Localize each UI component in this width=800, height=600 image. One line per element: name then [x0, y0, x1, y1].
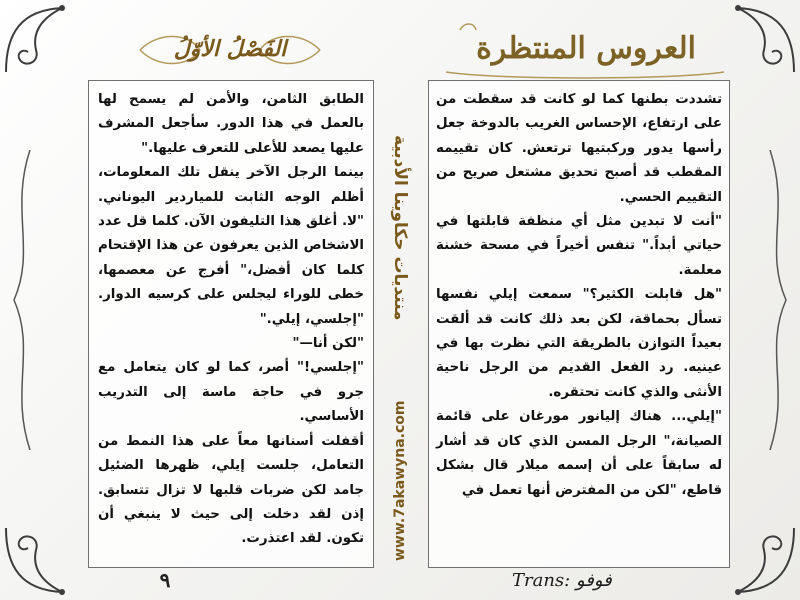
- left-side-flourish-icon: [0, 150, 40, 450]
- right-side-flourish-icon: [760, 150, 800, 450]
- corner-ornament-bottom-right-icon: [718, 518, 798, 598]
- chapter-title: الفَصْلُ الأوّلُ: [173, 36, 287, 62]
- forum-url[interactable]: www.7akawyna.com: [392, 400, 408, 562]
- translator-credit: Trans: فوفو: [512, 570, 612, 591]
- paragraph: أقفلت أسنانها معاً على هذا النمط من التعامل، جلست إيلي، ظهرها الضئيل جامد لكن ضربات قلبها لا تزال تتسابق. إذن لقد دخلت إلى حيث لا ينبغي أن تكون. لقد اعتذرت.: [98, 433, 364, 547]
- paragraph: "إجلسي!" أصر، كما لو كان يتعامل مع جرو في حاجة ماسة إلى التدريب الأساسي.: [98, 360, 364, 425]
- paragraph: "إيلي... هناك إليانور مورغان على قائمة الصيانة،" الرجل المسن الذي كان قد أشار له سابقاً على أن إسمه ميلار قال بشكل قاطع، "لكن من المفترض أنها تعمل في: [436, 409, 722, 498]
- paragraph: الطابق الثامن، والأمن لم يسمح لها بالعمل في هذا الدور. سأجعل المشرف عليها يصعد للأعلى للتعرف عليها.": [98, 92, 364, 156]
- corner-ornament-bottom-left-icon: [2, 518, 82, 598]
- story-title: العروس المنتظرة: [476, 30, 696, 66]
- forum-strip: [378, 30, 422, 566]
- paragraph: "لكن أنا—": [292, 336, 364, 352]
- forum-name: منتديات حكاوينا الأدبية: [390, 135, 410, 321]
- paragraph: "أنت لا تبدين مثل أي منظفة قابلتها في حياتي أبداً." تنفس أخيراً في مسحة خشنة معلمة.: [436, 214, 722, 278]
- left-text-column: [98, 88, 364, 558]
- right-text-column: [436, 88, 722, 558]
- paragraph: "هل قابلت الكثير؟" سمعت إيلي نفسها تسأل بحماقة، لكن بعد ذلك كانت قد ألقت بعيداً التوازن بالطريقة التي نظرت بها في عينيه. رد الفعل القديم من الرجل ناحية الأنثى والذي كانت تحتقره.: [436, 287, 722, 400]
- corner-ornament-top-left-icon: [2, 2, 82, 82]
- paragraph: بينما الرجل الآخر ينقل تلك المعلومات، أظلم الوجه الثابت للمياردير اليوناني. "لا. أغلق هذا التليفون الآن. كلما قل عدد الاشخاص الذين يعرفون عن هذا الإقتحام كلما كان أفضل،" أفرج عن معصمها، خطى للوراء ليجلس على كرسيه الدوار. "إجلسي، إيلي.": [98, 165, 364, 327]
- paragraph: تشددت بطنها كما لو كانت قد سقطت من على ارتفاع، الإحساس الغريب بالدوخة جعل رأسها يدور وركبتيها ترتعش. كان تقييمه المقطب قد أصبح تحديق مشتعل صريح من التقييم الحسي.: [436, 92, 722, 205]
- corner-ornament-top-right-icon: [718, 2, 798, 82]
- page-number: ٩: [159, 568, 171, 592]
